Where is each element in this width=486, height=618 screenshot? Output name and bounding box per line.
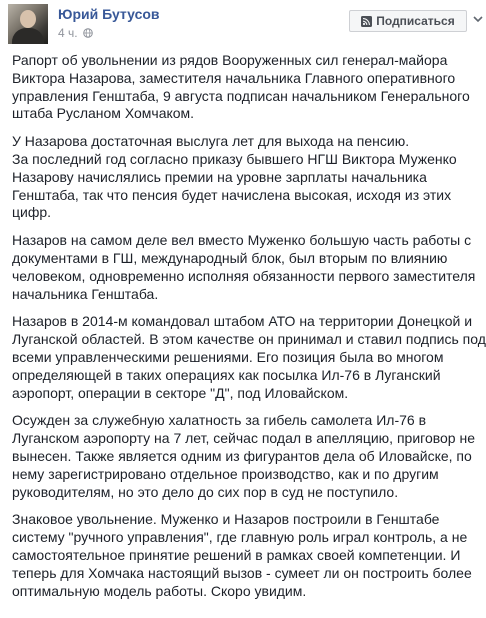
post-paragraph (12, 511, 478, 600)
chevron-down-icon[interactable] (471, 12, 485, 26)
post-paragraph (12, 412, 478, 501)
post-text-line: систему "ручного управления", где главную роль играл контроль, а не (12, 529, 468, 546)
post-text-line: теперь для Хомчака настоящий вызов - сумеет ли он построить более (12, 564, 472, 581)
post-text-line: вынесен. Также является одним из фигурантов дела об Иловайске, по (12, 447, 472, 464)
post-text-line: Назарову начислялись премии на уровне зарплаты начальника (12, 168, 427, 185)
subscribe-label: Подписаться (376, 14, 455, 28)
post-text-line: У Назарова достаточная выслуга лет для выхода на пенсию. (12, 133, 410, 150)
post-header (8, 4, 478, 46)
post-timestamp[interactable]: 4 ч. (58, 26, 78, 40)
author-name-link[interactable]: Юрий Бутусов (58, 6, 160, 22)
author-avatar[interactable] (8, 4, 48, 44)
post-text-line: Знаковое увольнение. Муженко и Назаров построили в Генштабе (12, 511, 440, 528)
post-text-line: человеком, одновременно исполняя обязанности первого заместителя (12, 267, 476, 284)
post-text-line: управления Генштаба, 9 августа подписан начальником Генерального (12, 87, 470, 104)
globe-icon[interactable] (83, 28, 93, 38)
post-paragraph (12, 232, 478, 303)
post-text-line: оптимальную модель работы. Скоро увидим. (12, 582, 307, 599)
post-paragraph (12, 313, 486, 402)
post-paragraph (12, 52, 478, 123)
post-text-line: определяющей в таких операциях как посылка Ил-76 в Луганский (12, 366, 441, 383)
rss-icon (361, 16, 372, 27)
post-text-line: Рапорт об увольнении из рядов Вооруженных сил генерал-майора (12, 52, 448, 68)
post-text-line: аэропорт, операции в секторе "Д", под Иловайском. (12, 384, 349, 401)
post-text-line: Луганской областей. В этом качестве он принимал и ставил подпись под (12, 331, 486, 348)
post-text-line: всеми управленческими решениями. Его позиция была во многом (12, 348, 444, 365)
post-text-line: руководителям, но это дело до сих пор в суд не поступило. (12, 483, 399, 500)
post-text-line: Осужден за служебную халатность за гибель самолета Ил-76 в (12, 412, 427, 429)
post-text-line: Виктора Назарова, заместителя начальника Главного оперативного (12, 69, 456, 86)
post-text-line: За последний год согласно приказу бывшего НГШ Виктора Муженко (12, 150, 457, 167)
post-text-line: начальника Генштаба. (12, 285, 159, 302)
avatar-head (20, 10, 36, 28)
avatar-shoulders (12, 28, 44, 44)
post-text-line: Генштаба, так что пенсия будет начислена высокая, исходя из этих (12, 186, 452, 203)
post-text-line: Назаров в 2014-м командовал штабом АТО на территории Донецкой и (12, 313, 473, 330)
post-text-line: нему зарегистрировано отдельное производство, как и по другим (12, 465, 439, 482)
post-paragraph (12, 133, 478, 222)
post-text-line: штаба Русланом Хомчаком. (12, 105, 195, 122)
post-text-line: цифр. (12, 204, 52, 221)
post-text-line: документами в ГШ, международный блок, был вторым по влиянию (12, 249, 448, 266)
subscribe-button[interactable] (349, 10, 467, 32)
post-meta (58, 26, 93, 40)
post-text-line: Назаров на самом деле вел вместо Муженко большую часть работы с (12, 232, 472, 249)
post-text-line: самостоятельное принятие решений в рамках своей компетенции. И (12, 546, 461, 563)
post-text-line: Луганском аэропорту на 7 лет, сейчас подал в апелляцию, приговор не (12, 430, 475, 447)
post-text (12, 52, 486, 610)
